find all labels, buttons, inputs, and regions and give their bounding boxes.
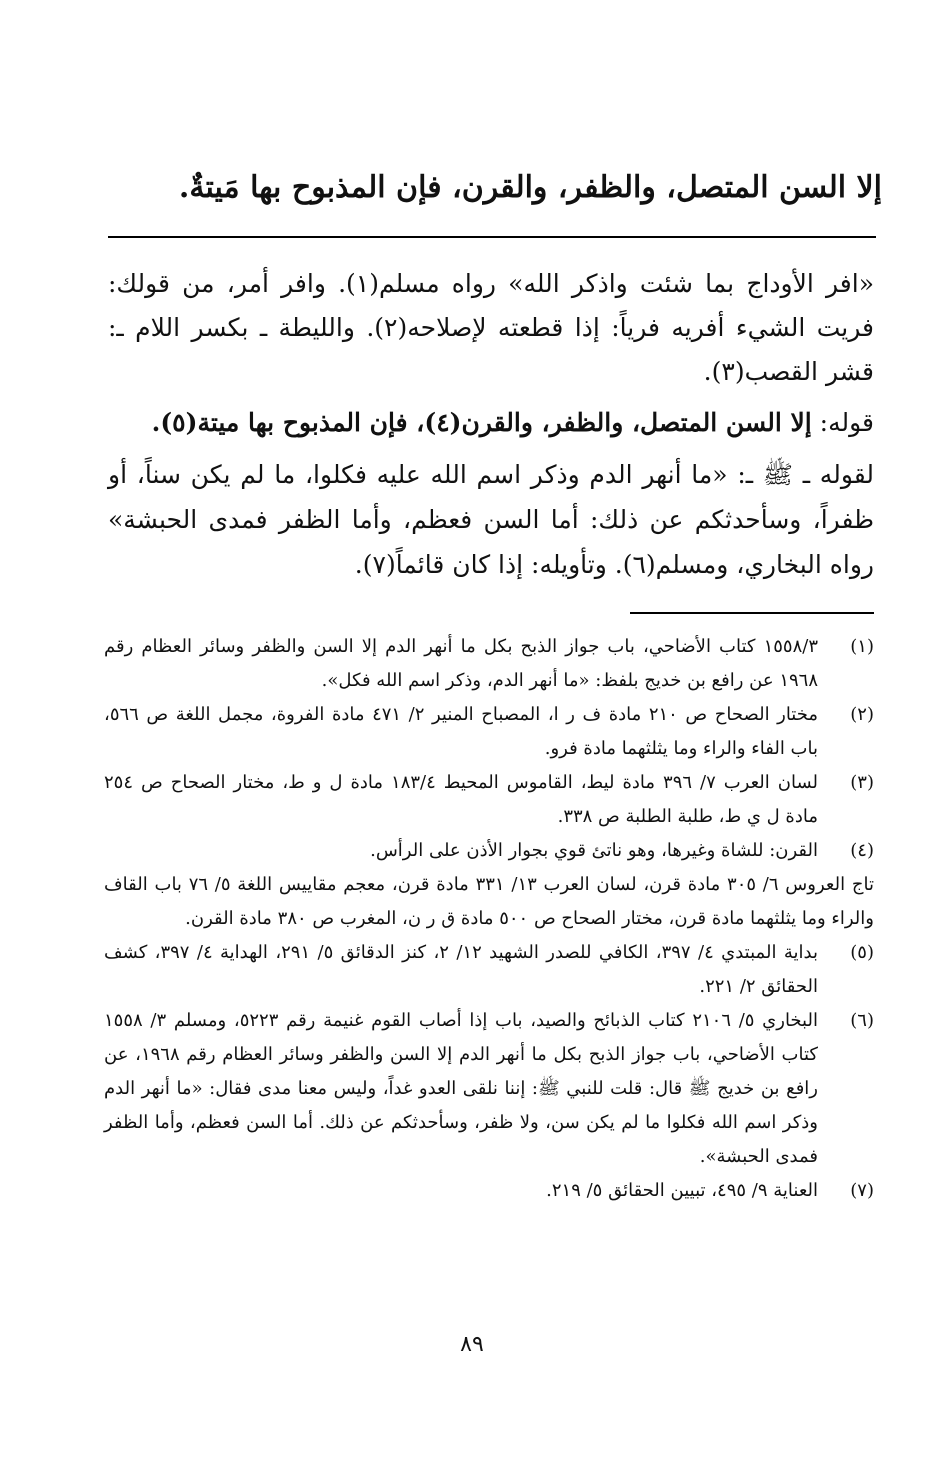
body-paragraph-3: لقوله ـ ﷺ ـ: «ما أنهر الدم وذكر اسم الله عليه فكلوا، ما لم يكن سناً، أو ظفراً، وسأحدثكم عن ذلك: أما السن فعظم، وأما الظفر فمدى الحبشة» رواه البخاري، ومسلم(٦). وتأويله: إذا كان قائماً(٧). xyxy=(108,460,874,579)
page-number: ٨٩ xyxy=(460,1332,484,1357)
footnote-number: (٢) xyxy=(850,704,874,725)
footnote-text: البخاري ٥/ ٢١٠٦ كتاب الذبائح والصيد، باب إذا أصاب القوم غنيمة رقم ٥٢٢٣، ومسلم ٣/ ١٥٥٨ كتاب الأضاحي، باب جواز الذبح بكل ما أنهر الدم إلا السن والظفر وسائر العظام رقم ١٩٦٨، عن رافع بن خديج ﷺ قال: قلت للنبي ﷺ: إننا نلقى العدو غداً، وليس معنا مدى فقال: «ما أنهر الدم وذكر اسم الله فكلوا ما لم يكن سن، ولا ظفر، وسأحدثكم عن ذلك. أما السن فعظم، وأما الظفر فمدى الحبشة». xyxy=(104,1010,818,1167)
footnote-text: القرن: للشاة وغيرها، وهو ناتئ قوي بجوار الأذن على الرأس. xyxy=(370,840,818,861)
footnote-text: العناية ٩/ ٤٩٥، تبيين الحقائق ٥/ ٢١٩. xyxy=(546,1180,818,1201)
footnote-3 xyxy=(104,766,874,834)
quoted-matn-text: إلا السن المتصل، والظفر، والقرن(٤)، فإن المذبوح بها ميتة(٥). xyxy=(151,408,812,437)
footnote-text: لسان العرب ٧/ ٣٩٦ مادة ليط، القاموس المحيط ١٨٣/٤ مادة ل و ط، مختار الصحاح ص ٢٥٤ مادة ل ي ط، طلبة الطلبة ص ٣٣٨. xyxy=(104,772,818,827)
footnote-4-continuation: تاج العروس ٦/ ٣٠٥ مادة قرن، لسان العرب ١٣/ ٣٣١ مادة قرن، معجم مقاييس اللغة ٥/ ٧٦ باب القاف والراء وما يثلثهما مادة قرن، مختار الصحاح ص ٥٠٠ مادة ق ر ن، المغرب ص ٣٨٠ مادة القرن. xyxy=(104,874,874,929)
footnote-text: ١٥٥٨/٣ كتاب الأضاحي، باب جواز الذبح بكل ما أنهر الدم إلا السن والظفر وسائر العظام رقم ١٩٦٨ عن رافع بن خديج بلفظ: «ما أنهر الدم، وذكر اسم الله فكل». xyxy=(104,636,818,691)
body-paragraph-1: «افر الأوداج بما شئت واذكر الله» رواه مسلم(١). وافر أمر، من قولك: فريت الشيء أفريه فرياً: إذا قطعته لإصلاحه(٢). والليطة ـ بكسر اللام ـ: قشر القصب(٣). xyxy=(108,269,874,386)
header-divider xyxy=(108,236,876,238)
footnotes-section xyxy=(104,630,874,1208)
footnote-number: (٥) xyxy=(850,942,874,963)
paragraph-2-prefix: قوله: xyxy=(811,408,874,437)
footnote-text: بداية المبتدي ٤/ ٣٩٧، الكافي للصدر الشهيد ١٢/ ٢، كنز الدقائق ٥/ ٢٩١، الهداية ٤/ ٣٩٧، كشف الحقائق ٢/ ٢٢١. xyxy=(104,942,818,997)
footnote-number: (٧) xyxy=(850,1180,874,1201)
footnote-2 xyxy=(104,698,874,766)
footnote-divider xyxy=(630,612,874,614)
footnote-5 xyxy=(104,936,874,1004)
footnote-7 xyxy=(104,1174,874,1208)
body-paragraph-2 xyxy=(108,400,874,446)
footnote-text: مختار الصحاح ص ٢١٠ مادة ف ر ا، المصباح المنير ٢/ ٤٧١ مادة الفروة، مجمل اللغة ص ٥٦٦، باب الفاء والراء وما يثلثهما مادة فرو. xyxy=(104,704,819,759)
footnote-6 xyxy=(104,1004,874,1174)
section-heading: إلا السن المتصل، والظفر، والقرن، فإن المذبوح بها مَيتةٌ. xyxy=(178,170,882,205)
footnote-4 xyxy=(104,834,874,868)
footnote-number: (٦) xyxy=(850,1010,874,1031)
footnote-1 xyxy=(104,630,874,698)
footnote-number: (٣) xyxy=(850,772,874,793)
footnote-number: (٤) xyxy=(850,840,874,861)
footnote-number: (١) xyxy=(850,636,874,657)
